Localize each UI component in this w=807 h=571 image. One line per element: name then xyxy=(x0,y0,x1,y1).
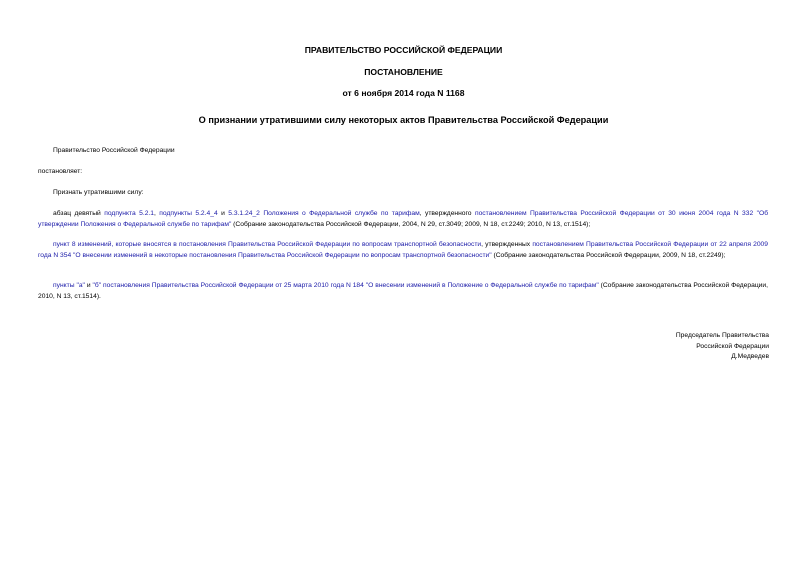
signature-name: Д.Медведев xyxy=(731,353,769,361)
item3-link-points-a[interactable]: пункты "а" xyxy=(53,282,85,289)
item1-text: и xyxy=(217,210,229,217)
signature-country: Российской Федерации xyxy=(696,342,769,350)
item2-link-point-8[interactable]: пункт 8 изменений, которые вносятся в постановления Правительства Российской Федерации по вопросам транспортной безопасности xyxy=(53,241,482,248)
date-number: от 6 ноября 2014 года N 1168 xyxy=(342,88,465,98)
item1-text: , утвержденного xyxy=(419,210,475,217)
item1-link-decree-332[interactable]: постановлением Правительства Российской Федерации от 30 июня 2004 года N 332 "Об утверждении Положения о Федеральной службе по тарифам" xyxy=(38,210,769,228)
item3-text: (Собрание законодательства Российской Федерации, 2010, N 13, ст.1514). xyxy=(38,282,768,300)
item1-link-subpoint-521[interactable]: подпункта 5.2.1 xyxy=(104,210,154,217)
subject-paragraph: Правительство Российской Федерации xyxy=(53,147,175,154)
government-heading: ПРАВИТЕЛЬСТВО РОССИЙСКОЙ ФЕДЕРАЦИИ xyxy=(304,45,503,55)
item1-link-subpoints-5244[interactable]: подпункты 5.2.4_4 xyxy=(159,210,218,217)
item3-text: и xyxy=(84,282,93,289)
item2-text: (Собрание законодательства Российской Федерации, 2009, N 18, ст.2249); xyxy=(491,251,726,259)
item2-link-decree-354[interactable]: постановлением Правительства Российской Федерации от 22 апреля 2009 года N 354 "О внесении изменений в некоторые постановления Правительства Российской Федерации по вопросам транспортной безопасности" xyxy=(38,241,768,259)
item1-link-provision[interactable]: 5.3.1.24_2 Положения о Федеральной службе по тарифам xyxy=(228,210,420,217)
item1-text: (Собрание законодательства Российской Федерации, 2004, N 29, ст.3049; 2009, N 18, ст.2249; 2010, N 13, ст.1514); xyxy=(231,220,591,228)
list-item xyxy=(38,240,768,261)
document-title: О признании утратившими силу некоторых актов Правительства Российской Федерации xyxy=(198,115,609,125)
item2-text: , утвержденных xyxy=(481,241,533,248)
item3-link-decree-184[interactable]: "б" постановления Правительства Российской Федерации от 25 марта 2010 года N 184 "О внесении изменений в Положение о Федеральной службе по тарифам" xyxy=(92,282,599,289)
list-item xyxy=(38,209,768,230)
item1-text: , xyxy=(154,210,160,217)
signature-position: Председатель Правительства xyxy=(675,332,769,339)
item1-text: абзац девятый xyxy=(53,210,105,217)
signature-block xyxy=(676,331,769,363)
recognize-paragraph: Признать утратившими силу: xyxy=(53,189,144,196)
decrees-paragraph: постановляет: xyxy=(38,168,83,175)
document-type: ПОСТАНОВЛЕНИЕ xyxy=(364,67,443,77)
list-item xyxy=(38,281,768,302)
